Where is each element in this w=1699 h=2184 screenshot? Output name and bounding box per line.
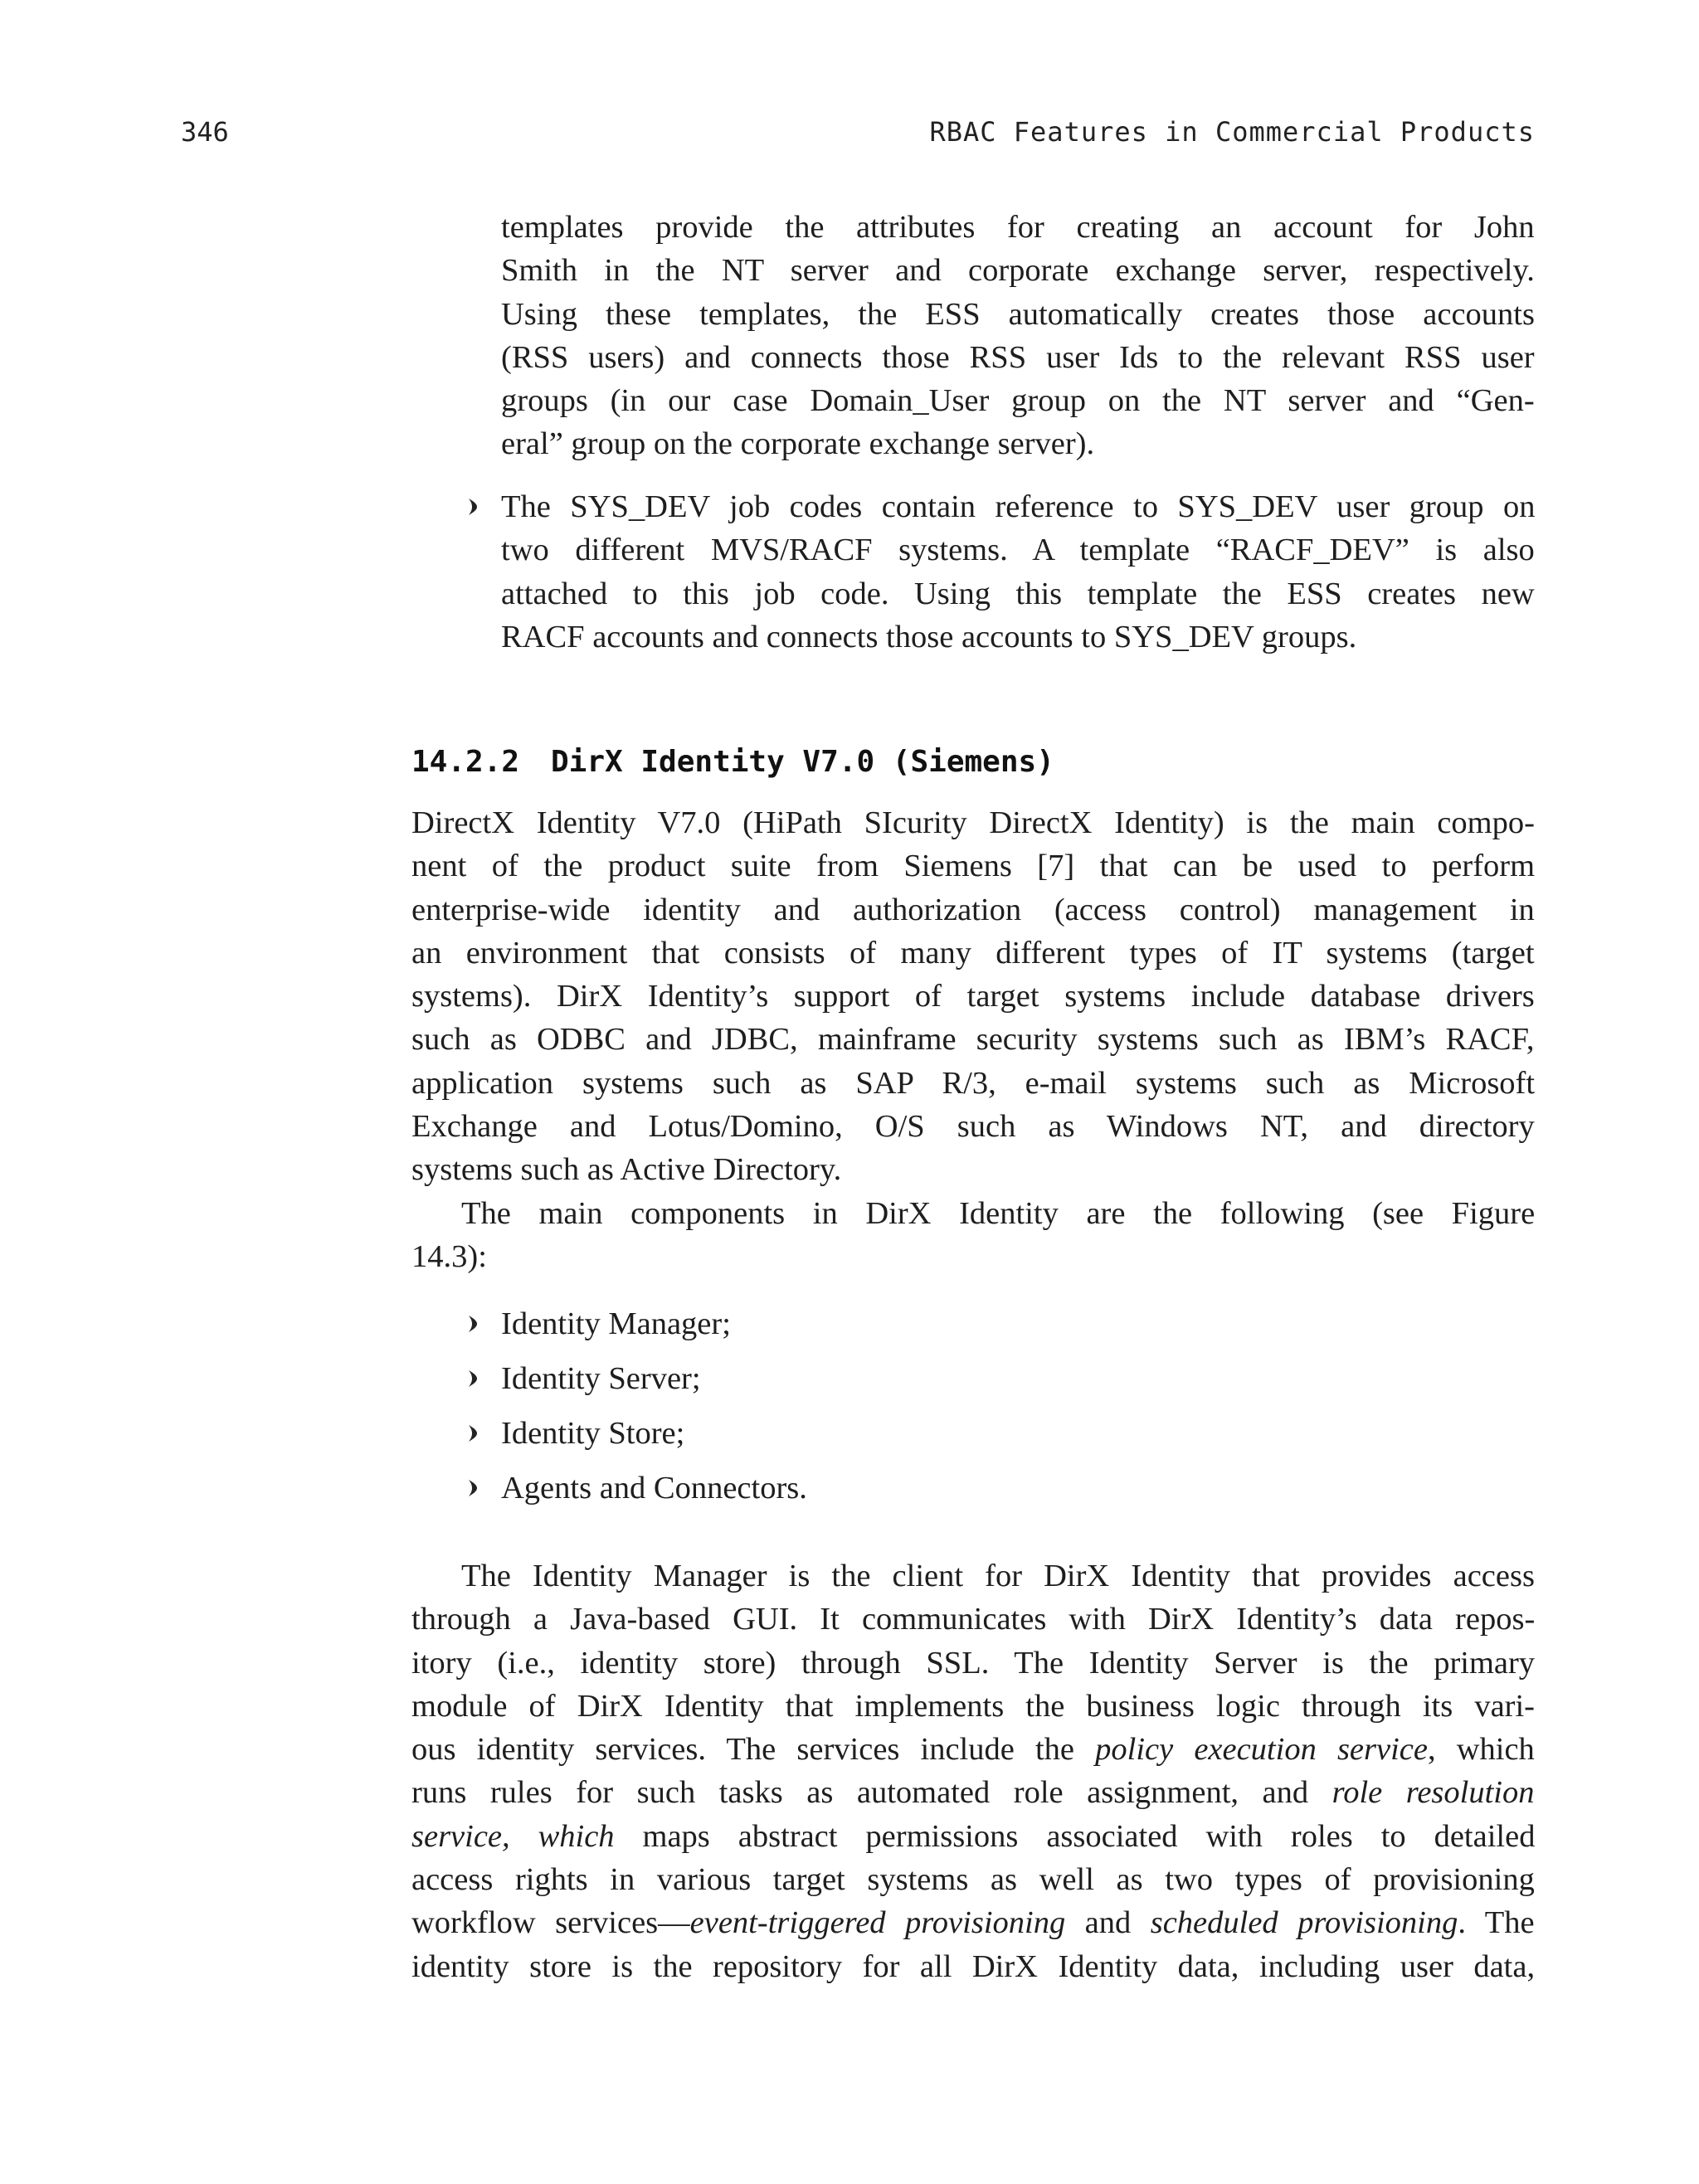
components-intro [411, 1192, 1535, 1279]
bullet-icon [468, 1314, 478, 1334]
manager-paragraph [411, 1554, 1535, 1988]
text-line: The Identity Manager is the client for DirX Identity that provides access [461, 1559, 1535, 1593]
bullet-icon [468, 1423, 478, 1443]
text-line: systems such as Active Directory. [411, 1152, 842, 1188]
text-line: access rights in various target systems as well as two types of provisioning [411, 1862, 1535, 1898]
text-line: 14.3): [411, 1239, 487, 1275]
text-line: ous identity services. The services include the policy execution service, which [411, 1732, 1535, 1768]
continued-paragraph [501, 206, 1535, 466]
bullet-icon [468, 497, 478, 517]
text-line: identity store is the repository for all DirX Identity data, including user data, [411, 1948, 1536, 1984]
section-title: DirX Identity V7.0 (Siemens) [551, 745, 1054, 779]
bullet-item-sysdev [501, 485, 1535, 659]
text-line: itory (i.e., identity store) through SSL. The Identity Server is the primary [411, 1645, 1536, 1681]
list-item: Agents and Connectors. [501, 1467, 1535, 1510]
page-header [181, 116, 1535, 156]
text-line: (RSS users) and connects those RSS user Ids to the relevant RSS user [501, 339, 1535, 375]
text-line: eral” group on the corporate exchange server). [501, 426, 1095, 462]
running-title: RBAC Features in Commercial Products [929, 116, 1535, 148]
intro-paragraph [411, 801, 1535, 1192]
text-line: DirectX Identity V7.0 (HiPath SIcurity DirectX Identity) is the main compo- [411, 805, 1535, 840]
text-line: groups (in our case Domain_User group on the NT server and “Gen- [501, 383, 1535, 419]
text-line: an environment that consists of many different types of IT systems (target [411, 935, 1535, 970]
text-line: Using these templates, the ESS automatically creates those accounts [501, 296, 1535, 332]
list-item: Identity Store; [501, 1412, 1535, 1455]
bullet-icon [468, 1369, 478, 1389]
page-number: 346 [181, 116, 229, 148]
section-heading [411, 745, 1535, 779]
text-line: Exchange and Lotus/Domino, O/S such as Windows NT, and directory [411, 1109, 1535, 1145]
text-line: templates provide the attributes for creating an account for John [501, 210, 1535, 245]
text-line: enterprise-wide identity and authorization (access control) management in [411, 892, 1535, 927]
list-item: Identity Server; [501, 1357, 1535, 1400]
text-line: nent of the product suite from Siemens [7] that can be used to perform [411, 849, 1536, 884]
section-number: 14.2.2 [411, 745, 520, 779]
text-line: attached to this job code. Using this template the ESS creates new [501, 576, 1535, 611]
text-line: runs rules for such tasks as automated role assignment, and role resolution [411, 1775, 1535, 1811]
text-line: application systems such as SAP R/3, e-mail systems such as Microsoft [411, 1065, 1536, 1101]
text-line: Smith in the NT server and corporate exchange server, respectively. [501, 253, 1535, 289]
text-line: service, which maps abstract permissions associated with roles to detailed [411, 1818, 1536, 1854]
text-line: through a Java-based GUI. It communicates with DirX Identity’s data repos- [411, 1602, 1536, 1637]
list-item: Identity Manager; [501, 1302, 1535, 1345]
text-line: The main components in DirX Identity are the following (see Figure [461, 1196, 1536, 1231]
text-line: systems). DirX Identity’s support of target systems include database drivers [411, 979, 1535, 1014]
text-line: RACF accounts and connects those accounts to SYS_DEV groups. [501, 619, 1357, 654]
text-line: workflow services—event-triggered provisioning and scheduled provisioning. The [411, 1905, 1535, 1941]
bullet-icon [468, 1478, 478, 1498]
text-line: module of DirX Identity that implements the business logic through its vari- [411, 1688, 1535, 1724]
text-line: two different MVS/RACF systems. A template “RACF_DEV” is also [501, 533, 1535, 568]
text-line: such as ODBC and JDBC, mainframe security systems such as IBM’s RACF, [411, 1022, 1535, 1058]
text-line: The SYS_DEV job codes contain reference to SYS_DEV user group on [501, 489, 1536, 524]
